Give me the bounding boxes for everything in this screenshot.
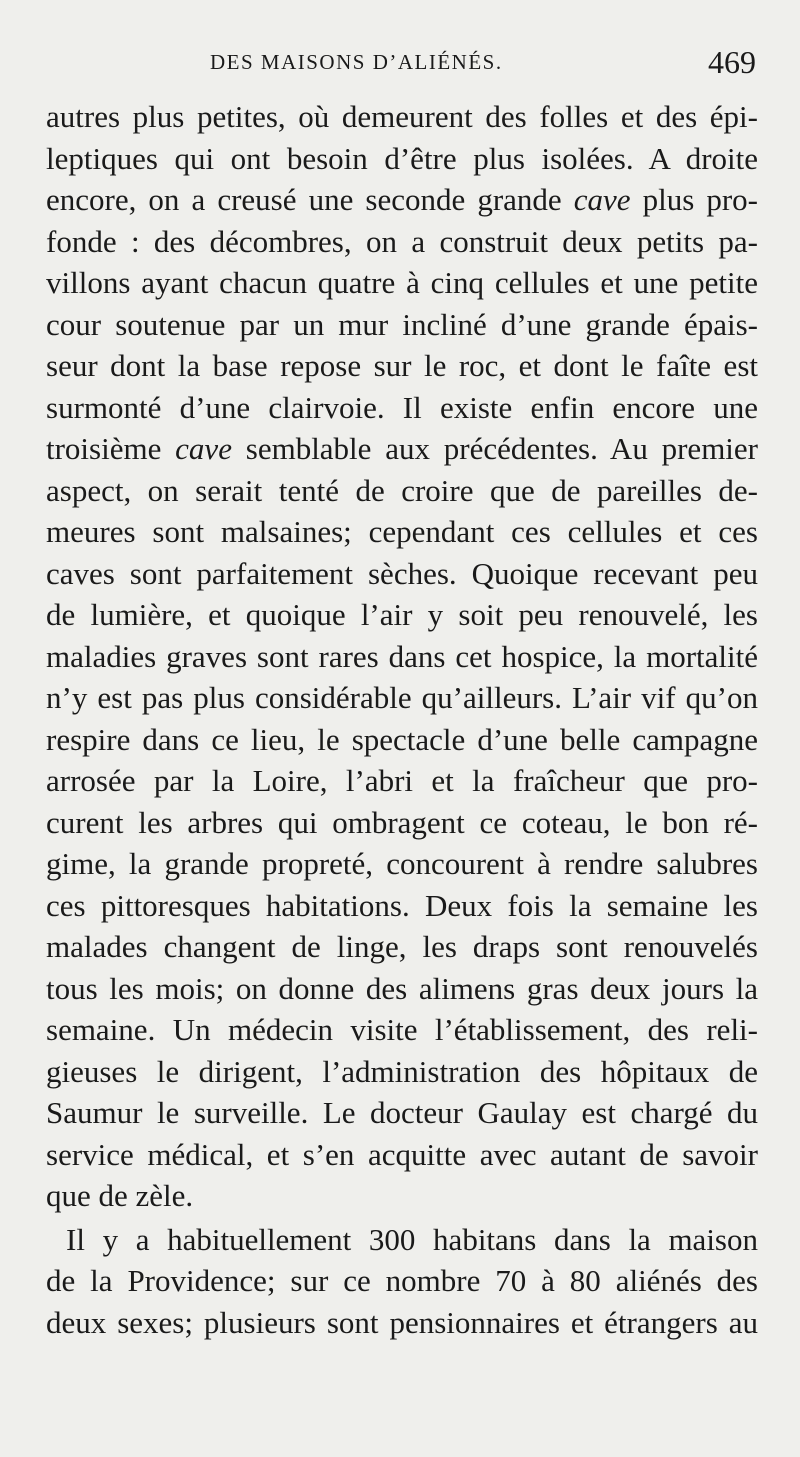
text-line: malades changent de linge, les draps sont renouvelés [46,929,758,964]
text-line: cour soutenue par un mur incliné d’une grande épais- [46,306,758,342]
text-line: de lumière, et quoique l’air y soit peu renouvelé, les [46,597,758,632]
text-line: caves sont parfaitement sèches. Quoique recevant peu [46,555,758,591]
text-line: autres plus petites, où demeurent des folles et des épi- [46,99,758,134]
text-line: n’y est pas plus considérable qu’ailleurs. L’air vif qu’on [46,680,758,715]
text-line: deux sexes; plusieurs sont pensionnaires et étrangers au [46,1304,758,1340]
running-head: DES MAISONS D’ALIÉNÉS. [210,50,503,74]
body-text [46,96,758,1343]
text-line: fonde : des décombres, on a construit deux petits pa- [46,223,758,259]
text-line: de la Providence; sur ce nombre 70 à 80 aliénés des [46,1263,758,1298]
text-line: seur dont la base repose sur le roc, et dont le faîte est [46,348,758,383]
text-line: service médical, et s’en acquitte avec autant de savoir [46,1136,758,1172]
italic-word: cave [175,431,232,466]
text-line: meures sont malsaines; cependant ces cellules et ces [46,514,758,549]
text-line: tous les mois; on donne des alimens gras deux jours la [46,970,758,1006]
text-line: gime, la grande propreté, concourent à rendre salubres [46,846,758,881]
text-line: encore, on a creusé une seconde grande cave plus pro- [46,182,759,217]
text-line: respire dans ce lieu, le spectacle d’une belle campagne [46,721,758,757]
text-line: que de zèle. [46,1178,194,1213]
text-line: gieuses le dirigent, l’administration des hôpitaux de [46,1053,758,1089]
text-line: troisième cave semblable aux précédentes. Au premier [46,431,759,466]
text-line: curent les arbres qui ombragent ce coteau, le bon ré- [46,804,758,840]
page-header [0,44,800,84]
text-line: arrosée par la Loire, l’abri et la fraîcheur que pro- [46,763,758,798]
text-line: maladies graves sont rares dans cet hospice, la mortalité [46,638,758,674]
text-line: Saumur le surveille. Le docteur Gaulay est chargé du [46,1095,758,1130]
text-line: surmonté d’une clairvoie. Il existe enfin encore une [46,389,758,425]
italic-word: cave [573,182,631,217]
text-line: Il y a habituellement 300 habitans dans la maison [66,1221,758,1257]
text-line: villons ayant chacun quatre à cinq cellules et une petite [46,265,758,300]
text-line: aspect, on serait tenté de croire que de pareilles de- [46,472,758,508]
page-number: 469 [708,44,756,80]
text-line: semaine. Un médecin visite l’établissement, des reli- [46,1012,758,1047]
text-line: leptiques qui ont besoin d’être plus isolées. A droite [46,140,758,176]
text-line: ces pittoresques habitations. Deux fois la semaine les [46,887,758,923]
